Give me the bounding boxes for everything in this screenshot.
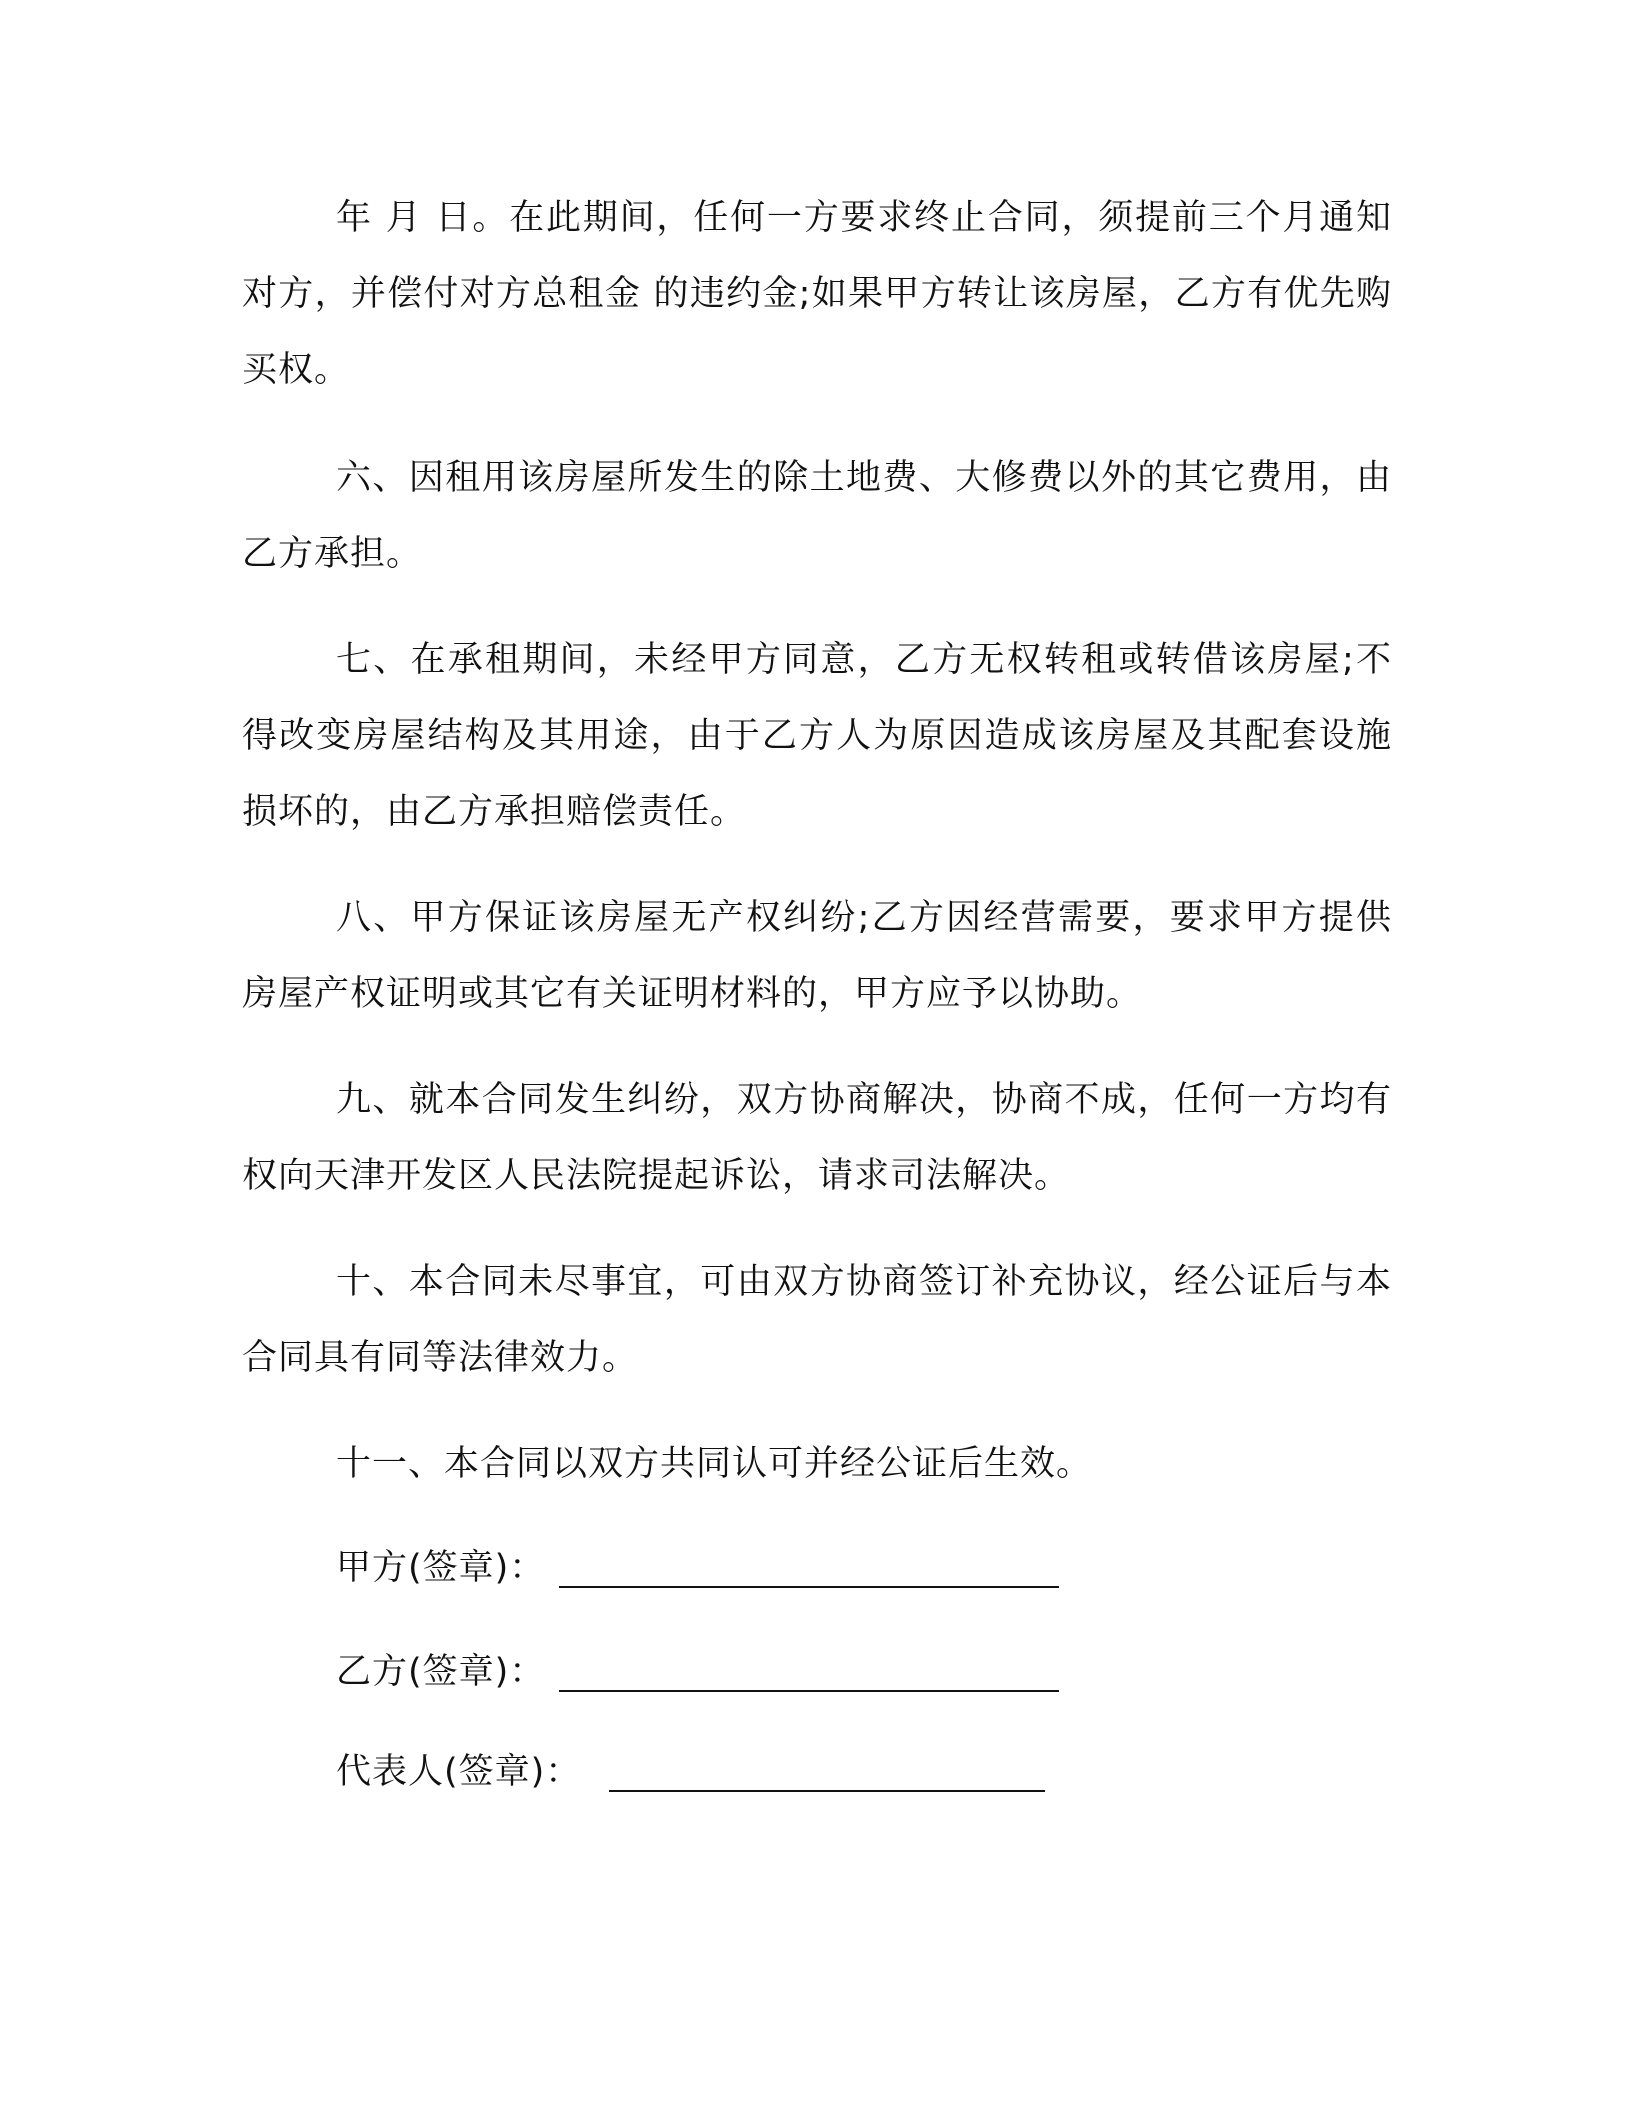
signature-party-a-line[interactable] xyxy=(559,1548,1059,1588)
signature-representative-line[interactable] xyxy=(609,1752,1045,1792)
clause-nine: 九、就本合同发生纠纷，双方协商解决，协商不成，任何一方均有权向天津开发区人民法院提起诉讼，请求司法解决。 xyxy=(242,1080,1392,1196)
signature-party-b-label: 乙方(签章)： xyxy=(336,1652,546,1692)
clause-eleven: 十一、本合同以双方共同认可并经公证后生效。 xyxy=(336,1444,1093,1484)
clause-eight: 八、甲方保证该房屋无产权纠纷;乙方因经营需要，要求甲方提供房屋产权证明或其它有关证明材料的，甲方应予以协助。 xyxy=(242,898,1392,1014)
signature-representative-label: 代表人(签章)： xyxy=(336,1752,582,1792)
signature-party-b-line[interactable] xyxy=(559,1652,1059,1692)
signature-representative xyxy=(336,1742,1045,1802)
clause-seven: 七、在承租期间，未经甲方同意，乙方无权转租或转借该房屋;不得改变房屋结构及其用途，由于乙方人为原因造成该房屋及其配套设施损坏的，由乙方承担赔偿责任。 xyxy=(242,640,1392,832)
clause-five-continued: 年 月 日。在此期间，任何一方要求终止合同，须提前三个月通知对方，并偿付对方总租金 的违约金;如果甲方转让该房屋，乙方有优先购买权。 xyxy=(242,198,1392,390)
signature-party-b xyxy=(336,1642,1059,1702)
clause-six: 六、因租用该房屋所发生的除土地费、大修费以外的其它费用，由乙方承担。 xyxy=(242,458,1392,574)
signature-party-a-label: 甲方(签章)： xyxy=(336,1548,546,1588)
clause-ten: 十、本合同未尽事宜，可由双方协商签订补充协议，经公证后与本合同具有同等法律效力。 xyxy=(242,1262,1392,1378)
signature-party-a xyxy=(336,1538,1059,1598)
